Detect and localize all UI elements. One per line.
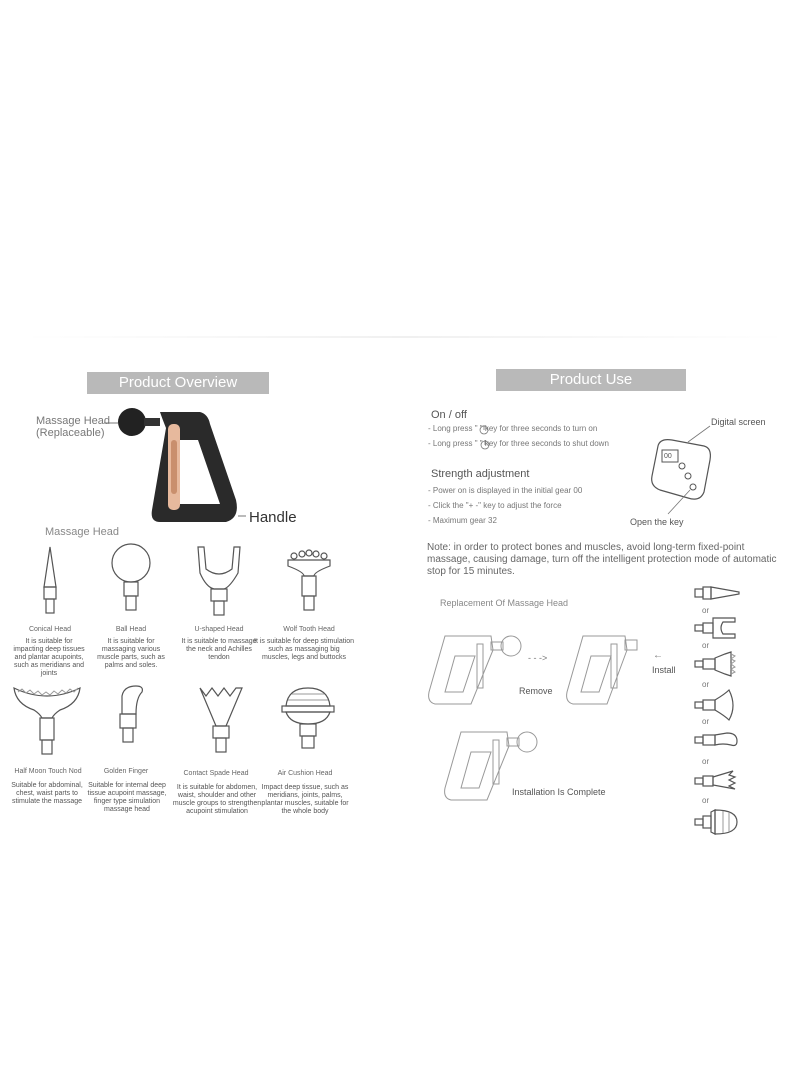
strength-line: - Click the "+ -" key to adjust the force xyxy=(428,501,562,510)
massage-gun-icon xyxy=(100,400,260,530)
product-use-banner xyxy=(496,369,686,391)
handle-label: Handle xyxy=(249,509,297,526)
gun-outline-icon xyxy=(563,630,653,710)
strength-line: - Maximum gear 32 xyxy=(428,516,497,525)
onoff-line: - Long press " " key for three seconds to turn on xyxy=(428,424,598,433)
head-name: Contact Spade Head xyxy=(183,770,249,777)
protection-note: Note: in order to protect bones and muscles, avoid long-term fixed-point massage, causing damage, turn off the intelligent protection mode of automatic stop for 15 minutes. xyxy=(427,542,777,577)
head-description: Suitable for abdominal, chest, waist parts to stimulate the massage xyxy=(11,782,83,805)
head-description: It is suitable for abdomen, waist, shoulder and other muscle groups to strengthen acupoint stimulation xyxy=(172,784,262,815)
digital-screen-label: Digital screen xyxy=(711,417,766,427)
u-shaped-head-icon xyxy=(693,616,743,640)
open-key-label: Open the key xyxy=(630,517,684,527)
u-shaped-head-icon xyxy=(194,545,244,625)
head-name: U-shaped Head xyxy=(194,626,244,633)
remove-label: Remove xyxy=(519,686,553,696)
left-arrow-icon: ← xyxy=(653,650,663,661)
or-text: or xyxy=(702,680,710,689)
replacement-title: Replacement Of Massage Head xyxy=(440,598,569,608)
massage-head-label xyxy=(36,415,110,439)
or-text: or xyxy=(702,717,710,726)
head-name: Wolf Tooth Head xyxy=(283,626,335,633)
product-overview-title: Product Overview xyxy=(118,374,238,391)
or-text: or xyxy=(702,796,710,805)
dashed-arrow: - - -> xyxy=(528,653,548,663)
half-moon-head-icon xyxy=(693,690,743,720)
install-label: Install xyxy=(652,665,676,675)
head-name: Air Cushion Head xyxy=(277,770,333,777)
power-icon xyxy=(480,440,490,450)
spade-head-icon xyxy=(196,686,246,766)
conical-head-icon xyxy=(693,584,743,604)
onoff-heading: On / off xyxy=(431,409,467,421)
head-name: Conical Head xyxy=(28,626,72,633)
strength-heading: Strength adjustment xyxy=(431,468,530,480)
head-name: Half Moon Touch Nod xyxy=(14,768,82,775)
half-moon-head-icon xyxy=(12,684,82,764)
massage-head-label-line1: Massage Head xyxy=(36,415,110,427)
wolf-tooth-head-icon xyxy=(284,548,334,628)
head-description: Impact deep tissue, such as meridians, joints, palms, plantar muscles, suitable for the whole body xyxy=(261,784,349,815)
ball-head-icon xyxy=(106,543,156,623)
gun-outline-icon xyxy=(425,630,525,710)
head-description: It is suitable for impacting deep tissues and plantar acupoints, such as meridians and joints xyxy=(13,638,85,677)
spade-head-icon xyxy=(693,769,743,793)
golden-finger-icon xyxy=(106,684,156,764)
air-cushion-head-icon xyxy=(693,807,743,837)
installation-complete-label: Installation Is Complete xyxy=(512,787,606,797)
or-text: or xyxy=(702,606,710,615)
strength-line: - Power on is displayed in the initial gear 00 xyxy=(428,486,583,495)
head-name: Golden Finger xyxy=(103,768,149,775)
product-use-title: Product Use xyxy=(549,371,633,388)
air-cushion-head-icon xyxy=(278,686,338,766)
massage-head-label-line2: (Replaceable) xyxy=(36,427,105,439)
or-text: or xyxy=(702,641,710,650)
head-name: Ball Head xyxy=(115,626,147,633)
conical-head-icon xyxy=(30,545,70,625)
head-description: It is suitable to massage the neck and Achilles tendon xyxy=(181,638,257,661)
or-text: or xyxy=(702,757,710,766)
golden-finger-icon xyxy=(693,731,743,751)
product-overview-banner xyxy=(87,372,269,394)
heads-section-title: Massage Head xyxy=(45,526,119,538)
head-description: It is suitable for massaging various muscle parts, such as palms and soles. xyxy=(97,638,165,669)
power-icon xyxy=(479,425,489,435)
wolf-tooth-head-icon xyxy=(693,650,743,678)
onoff-line: - Long press " " key for three seconds to shut down xyxy=(428,439,609,448)
screen-readout: 00 xyxy=(664,453,672,460)
control-panel-icon xyxy=(648,432,738,502)
head-description: It is suitable for deep stimulation such as massaging big muscles, legs and buttocks xyxy=(254,638,354,661)
page-fold xyxy=(20,336,790,338)
head-description: Suitable for internal deep tissue acupoint massage, finger type simulation massage head xyxy=(87,782,167,813)
